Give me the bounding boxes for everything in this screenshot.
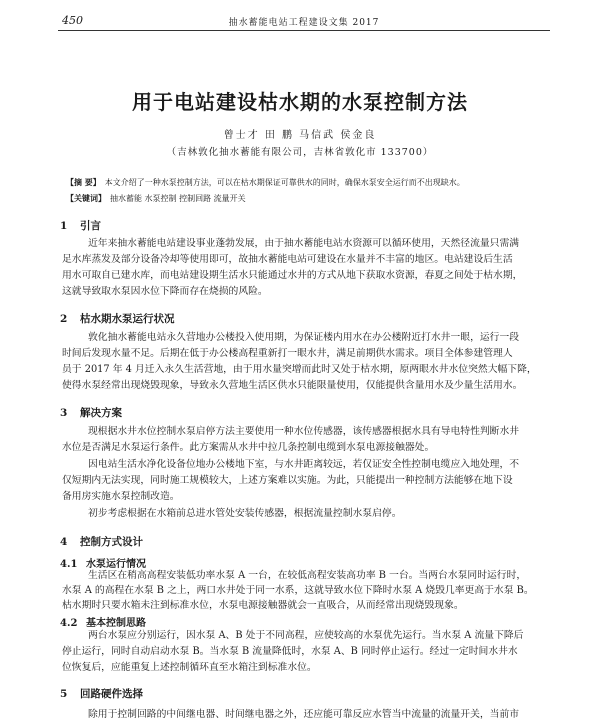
paragraph-line: 仅短期内无法实现，同时施工规模较大，上述方案难以实施。为此，只能提出一种控制方法能够在地下设 bbox=[62, 475, 513, 486]
paragraph-line: 使得水泵经常出现烧毁现象，导致永久营地生活区供水只能限量使用，仅能提供含量用水及少量生活用水。 bbox=[62, 380, 523, 391]
paragraph-line: 敦化抽水蓄能电站永久营地办公楼投入使用期，为保证楼内用水在办公楼附近打水井一眼，运行一段 bbox=[88, 332, 520, 343]
subsection-heading-4-2: 4.2 基本控制思路 bbox=[60, 618, 146, 629]
paragraph-line: 时间后发现水量不足。后期在低于办公楼高程重新打一眼水井，满足前期供水需求。项目全体参建管理人 bbox=[62, 348, 513, 359]
keywords-label: 【关键词】 bbox=[66, 193, 106, 203]
abstract-label: 【摘 要】 bbox=[66, 177, 101, 187]
paragraph-line: 用水可取自已建水库，而电站建设期生活水只能通过水井的方式从地下获取水资源，春夏之间处于枯水期， bbox=[62, 270, 523, 281]
section-heading-2: 2 枯水期水泵运行状况 bbox=[60, 313, 175, 325]
paragraph-line: 备用房实施水泵控制改造。 bbox=[62, 491, 180, 502]
paragraph-line: 枯水期时只要水箱未注到标准水位，水泵电源接触器就会一直吸合，从而经常出现烧毁现象。 bbox=[62, 600, 464, 611]
section-heading-5: 5 回路硬件选择 bbox=[60, 688, 143, 700]
affiliation: （吉林敦化抽水蓄能有限公司，吉林省敦化市 133700） bbox=[166, 147, 434, 158]
paragraph-line: 员于 2017 年 4 月迁入永久生活营地，由于用水量突增而此时又处于枯水期，原两眼水井水位突然大幅下降， bbox=[62, 364, 537, 375]
paragraph-line: 因电站生活水净化设备位地办公楼地下室，与水井距离较远，若仅证安全性控制电缆应入地处理，不 bbox=[88, 459, 520, 470]
paragraph-line: 初步考虑根据在水箱前总进水管处安装传感器，根据流量控制水泵启停。 bbox=[88, 508, 402, 519]
subsection-heading-4-1: 4.1 水泵运行情况 bbox=[60, 559, 146, 570]
paragraph-line: 除用于控制回路的中间继电器、时间继电器之外，还应能可靠反应水管当中流量的流量开关，当前市 bbox=[88, 709, 520, 720]
running-title: 抽水蓄能电站工程建设文集 2017 bbox=[228, 18, 380, 28]
page-header bbox=[58, 8, 550, 28]
paragraph-line: 两台水泵应分别运行，因水泵 A、B 处于不同高程，应使较高的水泵优先运行。当水泵 A 流量下降后 bbox=[88, 630, 524, 641]
section-heading-3: 3 解决方案 bbox=[60, 407, 122, 419]
keywords-text: 抽水蓄能 水泵控制 控制回路 流量开关 bbox=[110, 194, 246, 203]
section-heading-4: 4 控制方式设计 bbox=[60, 536, 143, 548]
paragraph-line: 现根据水井水位控制水泵启停方法主要使用一种水位传感器，该传感器根据水具有导电特性判断水井 bbox=[88, 426, 520, 437]
keywords bbox=[66, 193, 546, 204]
page-number: 450 bbox=[62, 14, 83, 27]
section-heading-1: 1 引言 bbox=[60, 220, 101, 232]
abstract-text: 本文介绍了一种水泵控制方法，可以在枯水期保证可靠供水的同时，确保水泵安全运行而不出现缺水。 bbox=[104, 178, 465, 187]
paragraph-line: 水泵 A 的高程在水泵 B 之上，两口水井处于同一水系，这就导致水位下降时水泵 A 烧毁几率更高于水泵 B。 bbox=[62, 585, 534, 596]
header-rule bbox=[58, 30, 550, 31]
paper-title: 用于电站建设枯水期的水泵控制方法 bbox=[132, 90, 468, 114]
authors: 曾士才 田 鹏 马信武 侯金良 bbox=[223, 130, 377, 141]
paragraph-line: 生活区在稍高高程安装低功率水泵 A 一台，在较低高程安装高功率 B 一台。当两台水泵同时运行时， bbox=[88, 570, 527, 581]
paragraph-line: 停止运行，同时自动启动水泵 B。当水泵 B 流量降低时，水泵 A、B 同时停止运行。经过一定时间水井水 bbox=[62, 646, 518, 657]
paragraph-line: 水位是否满足水泵运行条件。此方案需从水井中拉几条控制电缆到水泵电源接触器处。 bbox=[62, 442, 435, 453]
abstract bbox=[66, 177, 546, 188]
paragraph-line: 近年来抽水蓄能电站建设事业蓬勃发展，由于抽水蓄能电站水资源可以循环使用，天然径流量只需满 bbox=[88, 238, 520, 249]
paragraph-line: 这就导致取水泵因水位下降而存在烧损的风险。 bbox=[62, 286, 268, 297]
paragraph-line: 位恢复后，应能重复上述控制循环直至水箱注到标准水位。 bbox=[62, 662, 317, 673]
paragraph-line: 足水库蒸发及部分设备冷却等使用即可，故抽水蓄能电站可建设在水量并不丰富的地区。电站建设后生活 bbox=[62, 254, 513, 265]
